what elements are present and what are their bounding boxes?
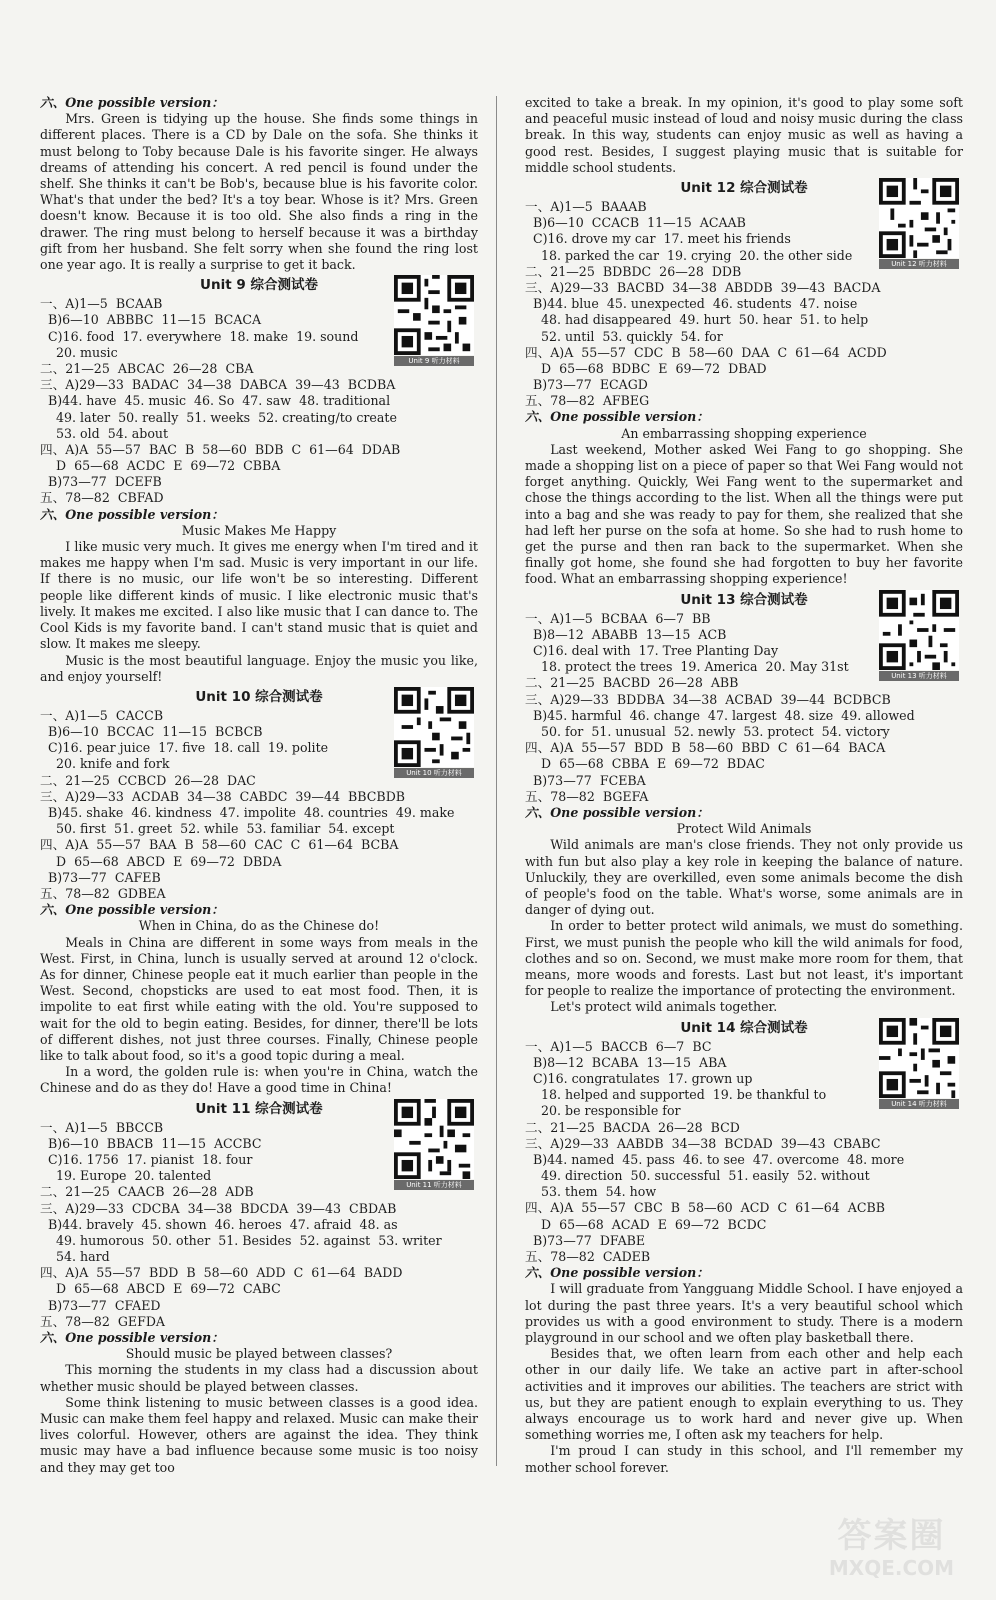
version-label: 六、One possible version：	[525, 1265, 709, 1281]
essay-title: Should music be played between classes?	[125, 1346, 393, 1362]
qr-code-icon	[879, 178, 959, 258]
answer-line: 五、78—82 BGEFA	[525, 788, 649, 804]
essay-paragraph: excited to take a break. In my opinion, it's good to play some soft and peaceful music instead of loud and noisy music during the class break. In this way, students can enjoy music as well as having a good rest. Besides, I suggest playing music that is suitable for middle school students.	[525, 95, 963, 175]
qr-code-label: Unit 14 听力材料	[879, 1099, 959, 1109]
answer-line: 二、21—25 CAACB 26—28 ADB	[40, 1184, 254, 1200]
left-column	[40, 95, 478, 1476]
answer-line: B)44. bravely 45. shown 46. heroes 47. afraid 48. as	[40, 1216, 398, 1232]
answer-line: 49. later 50. really 51. weeks 52. creating/to create	[40, 409, 397, 425]
answer-line: 二、21—25 BACDA 26—28 BCD	[525, 1119, 740, 1135]
qr-code-label: Unit 13 听力材料	[879, 671, 959, 681]
essay-paragraph: Besides that, we often learn from each other and help each other in our daily life. We take an active part in after-school activities and it improves our abilities. The teachers are strict with us, but they are patient enough to explain everything to us. They always encourage us to work hard and never give up. When something worries me, I often ask my teachers for help.	[525, 1346, 963, 1443]
version-label: 六、One possible version：	[525, 804, 709, 820]
answer-line: D 65—68 ACDC E 69—72 CBBA	[40, 458, 281, 474]
answer-line: 三、A)29—33 ACDAB 34—38 CABDC 39—44 BBCBDB	[40, 788, 406, 804]
qr-code-icon	[879, 1018, 959, 1098]
right-column	[525, 95, 963, 1476]
answer-line: B)8—12 BCABA 13—15 ABA	[525, 1054, 727, 1070]
qr-code[interactable]	[879, 590, 959, 682]
unit-10-section	[40, 687, 478, 1097]
unit-heading: Unit 10 综合测试卷	[195, 688, 323, 705]
essay-title: Protect Wild Animals	[676, 821, 812, 837]
version-label: 六、One possible version：	[40, 1330, 224, 1346]
essay-paragraph: Music is the most beautiful language. Enjoy the music you like, and enjoy yourself!	[40, 652, 478, 684]
unit-12-section	[525, 178, 963, 588]
answer-line: 18. parked the car 19. crying 20. the other side	[525, 247, 853, 263]
answer-line: 一、A)1—5 BBCCB	[40, 1119, 164, 1135]
answer-line: 一、A)1—5 BCBAA 6—7 BB	[525, 610, 711, 626]
answer-line: C)16. food 17. everywhere 18. make 19. sound	[40, 328, 359, 344]
answer-line: 四、A)A 55—57 CDC B 58—60 DAA C 61—64 ACDD	[525, 344, 887, 360]
qr-code-icon	[879, 590, 959, 670]
qr-code[interactable]	[394, 1099, 474, 1191]
unit-11-continuation	[525, 95, 963, 176]
answer-line: C)16. drove my car 17. meet his friends	[525, 231, 791, 247]
answer-line: 18. protect the trees 19. America 20. May 31st	[525, 659, 849, 675]
watermark-url-text: MXQE.COM	[828, 1556, 955, 1580]
answer-line: 53. them 54. how	[525, 1184, 657, 1200]
answer-line: B)45. shake 46. kindness 47. impolite 48. countries 49. make	[40, 805, 455, 821]
answer-line: 一、A)1—5 BACCB 6—7 BC	[525, 1038, 712, 1054]
qr-code[interactable]	[394, 275, 474, 367]
version-label: 六、One possible version：	[40, 506, 224, 522]
unit-13-section	[525, 590, 963, 1016]
essay-title: Music Makes Me Happy	[181, 522, 337, 538]
answer-line: 五、78—82 AFBEG	[525, 393, 650, 409]
version-label: 六、One possible version：	[40, 902, 224, 918]
answer-line: B)73—77 DFABE	[525, 1232, 646, 1248]
unit-heading: Unit 14 综合测试卷	[680, 1019, 808, 1036]
answer-line: 一、A)1—5 BAAAB	[525, 199, 647, 215]
answer-line: C)16. deal with 17. Tree Planting Day	[525, 643, 779, 659]
answer-line: B)6—10 BCCAC 11—15 BCBCB	[40, 724, 263, 740]
answer-line: 二、21—25 BACBD 26—28 ABB	[525, 675, 739, 691]
essay-paragraph: Last weekend, Mother asked Wei Fang to go shopping. She made a shopping list on a piece of paper so that Wei Fang would not forget anything. Quickly, Wei Fang went to the supermarket and chose the things according to the list. When all the things were put into a bag and she was ready to pay for them, she realized that she had left her purse on the sofa at home. So she had to rush home to get the purse and then ran back to the supermarket. When she finally got home, she found she had forgotten to buy her favorite food. What an embarrassing shopping experience!	[525, 441, 963, 587]
qr-code-icon	[394, 1099, 474, 1179]
essay-paragraph: Mrs. Green is tidying up the house. She finds some things in different places. There is a CD by Dale on the sofa. She thinks it must belong to Toby because Dale is his favorite singer. He always dreams of attending his concert. A red pencil is found under the shelf. She thinks it can't be Bob's, because blue is his favorite color. What's that under the bed? It's a toy bear. Whose is it? Mrs. Green doesn't know. Because it is too old. She also finds a ring in the drawer. The ring must belong to herself because it was a birthday gift from her husband. She felt sorry when she found the ring lost one year ago. It is really a surprise to get it back.	[40, 111, 478, 273]
essay-paragraph: Let's protect wild animals together.	[550, 999, 778, 1015]
essay-paragraph: I'm proud I can study in this school, and I'll remember my mother school forever.	[525, 1443, 963, 1475]
answer-line: 五、78—82 CADEB	[525, 1249, 651, 1265]
essay-paragraph: Meals in China are different in some ways from meals in the West. First, in China, lunch is usually served at around 12 o'clock. As for dinner, Chinese people eat it much earlier than people in the West. Second, chopsticks are used to eat most food. Then, it is impolite to eat first while eating with the old. You're supposed to wait for the old to begin eating. Besides, for dinner, there'll be lots of different dishes, not just three courses. Finally, Chinese people like to talk about food, so it's a good topic during a meal.	[40, 934, 478, 1063]
answer-line: B)73—77 ECAGD	[525, 377, 648, 393]
answer-line: 四、A)A 55—57 BDD B 58—60 BBD C 61—64 BACA	[525, 740, 886, 756]
answer-line: 三、A)29—33 BDDBA 34—38 ACBAD 39—44 BCDBCB	[525, 691, 891, 707]
answer-line: B)73—77 FCEBA	[525, 772, 646, 788]
answer-line: 48. had disappeared 49. hurt 50. hear 51. to help	[525, 312, 869, 328]
unit-heading: Unit 12 综合测试卷	[680, 180, 808, 197]
answer-line: C)16. pear juice 17. five 18. call 19. polite	[40, 740, 329, 756]
site-watermark	[809, 1516, 974, 1586]
answer-line: 53. old 54. about	[40, 425, 169, 441]
qr-code-label: Unit 11 听力材料	[394, 1180, 474, 1190]
answer-line: 三、A)29—33 BACBD 34—38 ABDDB 39—43 BACDA	[525, 279, 881, 295]
answer-line: B)44. named 45. pass 46. to see 47. overcome 48. more	[525, 1151, 905, 1167]
answer-line: B)73—77 CAFEB	[40, 869, 161, 885]
answer-line: 四、A)A 55—57 BAA B 58—60 CAC C 61—64 BCBA	[40, 837, 399, 853]
unit-9-section	[40, 275, 478, 685]
answer-line: D 65—68 ABCD E 69—72 CABC	[40, 1281, 281, 1297]
qr-code-icon	[394, 687, 474, 767]
answer-line: 二、21—25 CCBCD 26—28 DAC	[40, 772, 256, 788]
answer-line: 50. for 51. unusual 52. newly 53. protect 54. victory	[525, 724, 890, 739]
essay-paragraph: I like music very much. It gives me energy when I'm tired and it makes me happy when I'm sad. Music is very important in our life. If there is no music, our life won't be so interesting. Different people like different kinds of music. I like electronic music that's lively. It makes me excited. I also like music that I can dance to. The Cool Kids is my favorite band. I can't stand music that is quiet and slow. It makes me sleepy.	[40, 539, 478, 652]
qr-code[interactable]	[879, 178, 959, 270]
answer-line: 三、A)29—33 AABDB 34—38 BCDAD 39—43 CBABC	[525, 1135, 881, 1151]
unit-11-section	[40, 1099, 478, 1476]
answer-line: 49. humorous 50. other 51. Besides 52. against 53. writer	[40, 1232, 442, 1248]
answer-line: B)73—77 DCEFB	[40, 474, 162, 490]
version-label: 六、One possible version：	[525, 409, 709, 425]
answer-line: B)73—77 CFAED	[40, 1297, 161, 1313]
answer-line: 54. hard	[40, 1249, 110, 1265]
answer-line: B)44. blue 45. unexpected 46. students 47. noise	[525, 296, 858, 312]
answer-line: B)8—12 ABABB 13—15 ACB	[525, 626, 727, 642]
qr-code-icon	[394, 275, 474, 355]
answer-line: C)16. 1756 17. pianist 18. four	[40, 1151, 253, 1167]
qr-code-label: Unit 10 听力材料	[394, 768, 474, 778]
qr-code[interactable]	[394, 687, 474, 779]
answer-line: 四、A)A 55—57 BDD B 58—60 ADD C 61—64 BADD	[40, 1265, 403, 1281]
version-label: 六、One possible version：	[40, 95, 224, 110]
answer-line: 19. Europe 20. talented	[40, 1168, 212, 1184]
answer-line: 18. helped and supported 19. be thankful to	[525, 1087, 827, 1103]
answer-line: B)45. harmful 46. change 47. largest 48. size 49. allowed	[525, 707, 915, 723]
answer-line: 52. until 53. quickly 54. for	[525, 328, 723, 344]
answer-line: 二、21—25 ABCAC 26—28 CBA	[40, 360, 254, 376]
answer-line: 四、A)A 55—57 BAC B 58—60 BDB C 61—64 DDAB	[40, 441, 401, 457]
unit-heading: Unit 9 综合测试卷	[200, 277, 318, 294]
prev-writing-section	[40, 95, 478, 273]
watermark-logo-text: 答案圈	[837, 1516, 946, 1556]
essay-paragraph: In a word, the golden rule is: when you're in China, watch the Chinese and do as they do! Have a good time in China!	[40, 1064, 478, 1096]
answer-line: 三、A)29—33 CDCBA 34—38 BDCDA 39—43 CBDAB	[40, 1200, 397, 1216]
essay-paragraph: Wild animals are man's close friends. They not only provide us with fun but also play a key role in keeping the balance of nature. Unluckily, they are overkilled, even some animals become the dish of people's food on the table. What's worse, some animals are in danger of dying out.	[525, 837, 963, 918]
answer-line: 49. direction 50. successful 51. easily 52. without	[525, 1168, 870, 1184]
unit-14-section	[525, 1018, 963, 1476]
answer-line: 一、A)1—5 BCAAB	[40, 296, 163, 312]
answer-line: 二、21—25 BDBDC 26—28 DDB	[525, 263, 742, 279]
answer-line: D 65—68 BDBC E 69—72 DBAD	[525, 360, 767, 376]
essay-paragraph: I will graduate from Yangguang Middle School. I have enjoyed a lot during the past three years. It's a very beautiful school which provides us with a good environment to study. There is a modern playground in our school and we often play basketball there.	[525, 1281, 963, 1346]
answer-line: 五、78—82 GEFDA	[40, 1313, 166, 1329]
answer-line: 20. music	[40, 344, 118, 360]
answer-line: D 65—68 ACAD E 69—72 BCDC	[525, 1216, 767, 1232]
answer-line: 一、A)1—5 CACCB	[40, 707, 164, 723]
qr-code[interactable]	[879, 1018, 959, 1110]
answer-line: 四、A)A 55—57 CBC B 58—60 ACD C 61—64 ACBB	[525, 1200, 885, 1216]
column-divider	[496, 96, 497, 1466]
answer-line: D 65—68 ABCD E 69—72 DBDA	[40, 853, 282, 869]
answer-line: C)16. congratulates 17. grown up	[525, 1070, 753, 1086]
answer-line: 20. knife and fork	[40, 756, 170, 772]
answer-line: 五、78—82 GDBEA	[40, 885, 166, 901]
unit-heading: Unit 13 综合测试卷	[680, 591, 808, 608]
essay-title: When in China, do as the Chinese do!	[138, 918, 380, 934]
answer-line: 50. first 51. greet 52. while 53. familiar 54. except	[40, 821, 395, 837]
answer-line: D 65—68 CBBA E 69—72 BDAC	[525, 756, 765, 772]
unit-heading: Unit 11 综合测试卷	[195, 1100, 323, 1117]
essay-paragraph: Some think listening to music between classes is a good idea. Music can make them feel happy and relaxed. Music can make their lives colorful. However, others are against the idea. They think music may have a bad influence because some music is too noisy and they may get too	[40, 1394, 478, 1475]
answer-line: B)6—10 BBACB 11—15 ACCBC	[40, 1135, 262, 1151]
answer-line: B)6—10 CCACB 11—15 ACAAB	[525, 215, 746, 231]
essay-title: An embarrassing shopping experience	[621, 425, 867, 441]
answer-line: 三、A)29—33 BADAC 34—38 DABCA 39—43 BCDBA	[40, 377, 396, 393]
answer-line: B)44. have 45. music 46. So 47. saw 48. traditional	[40, 393, 391, 409]
qr-code-label: Unit 12 听力材料	[879, 259, 959, 269]
answer-line: 五、78—82 CBFAD	[40, 490, 164, 506]
essay-paragraph: In order to better protect wild animals, we must do something. First, we must punish the people who kill the wild animals for food, clothes and so on. Second, we must make more room for them, that means, more woods and forests. Last but not least, it's important for people to realize the importance of protecting the environment.	[525, 918, 963, 999]
answer-line: B)6—10 ABBBC 11—15 BCACA	[40, 312, 262, 328]
answer-line: 20. be responsible for	[525, 1103, 681, 1119]
essay-paragraph: This morning the students in my class had a discussion about whether music should be played between classes.	[40, 1362, 478, 1394]
qr-code-label: Unit 9 听力材料	[394, 356, 474, 366]
